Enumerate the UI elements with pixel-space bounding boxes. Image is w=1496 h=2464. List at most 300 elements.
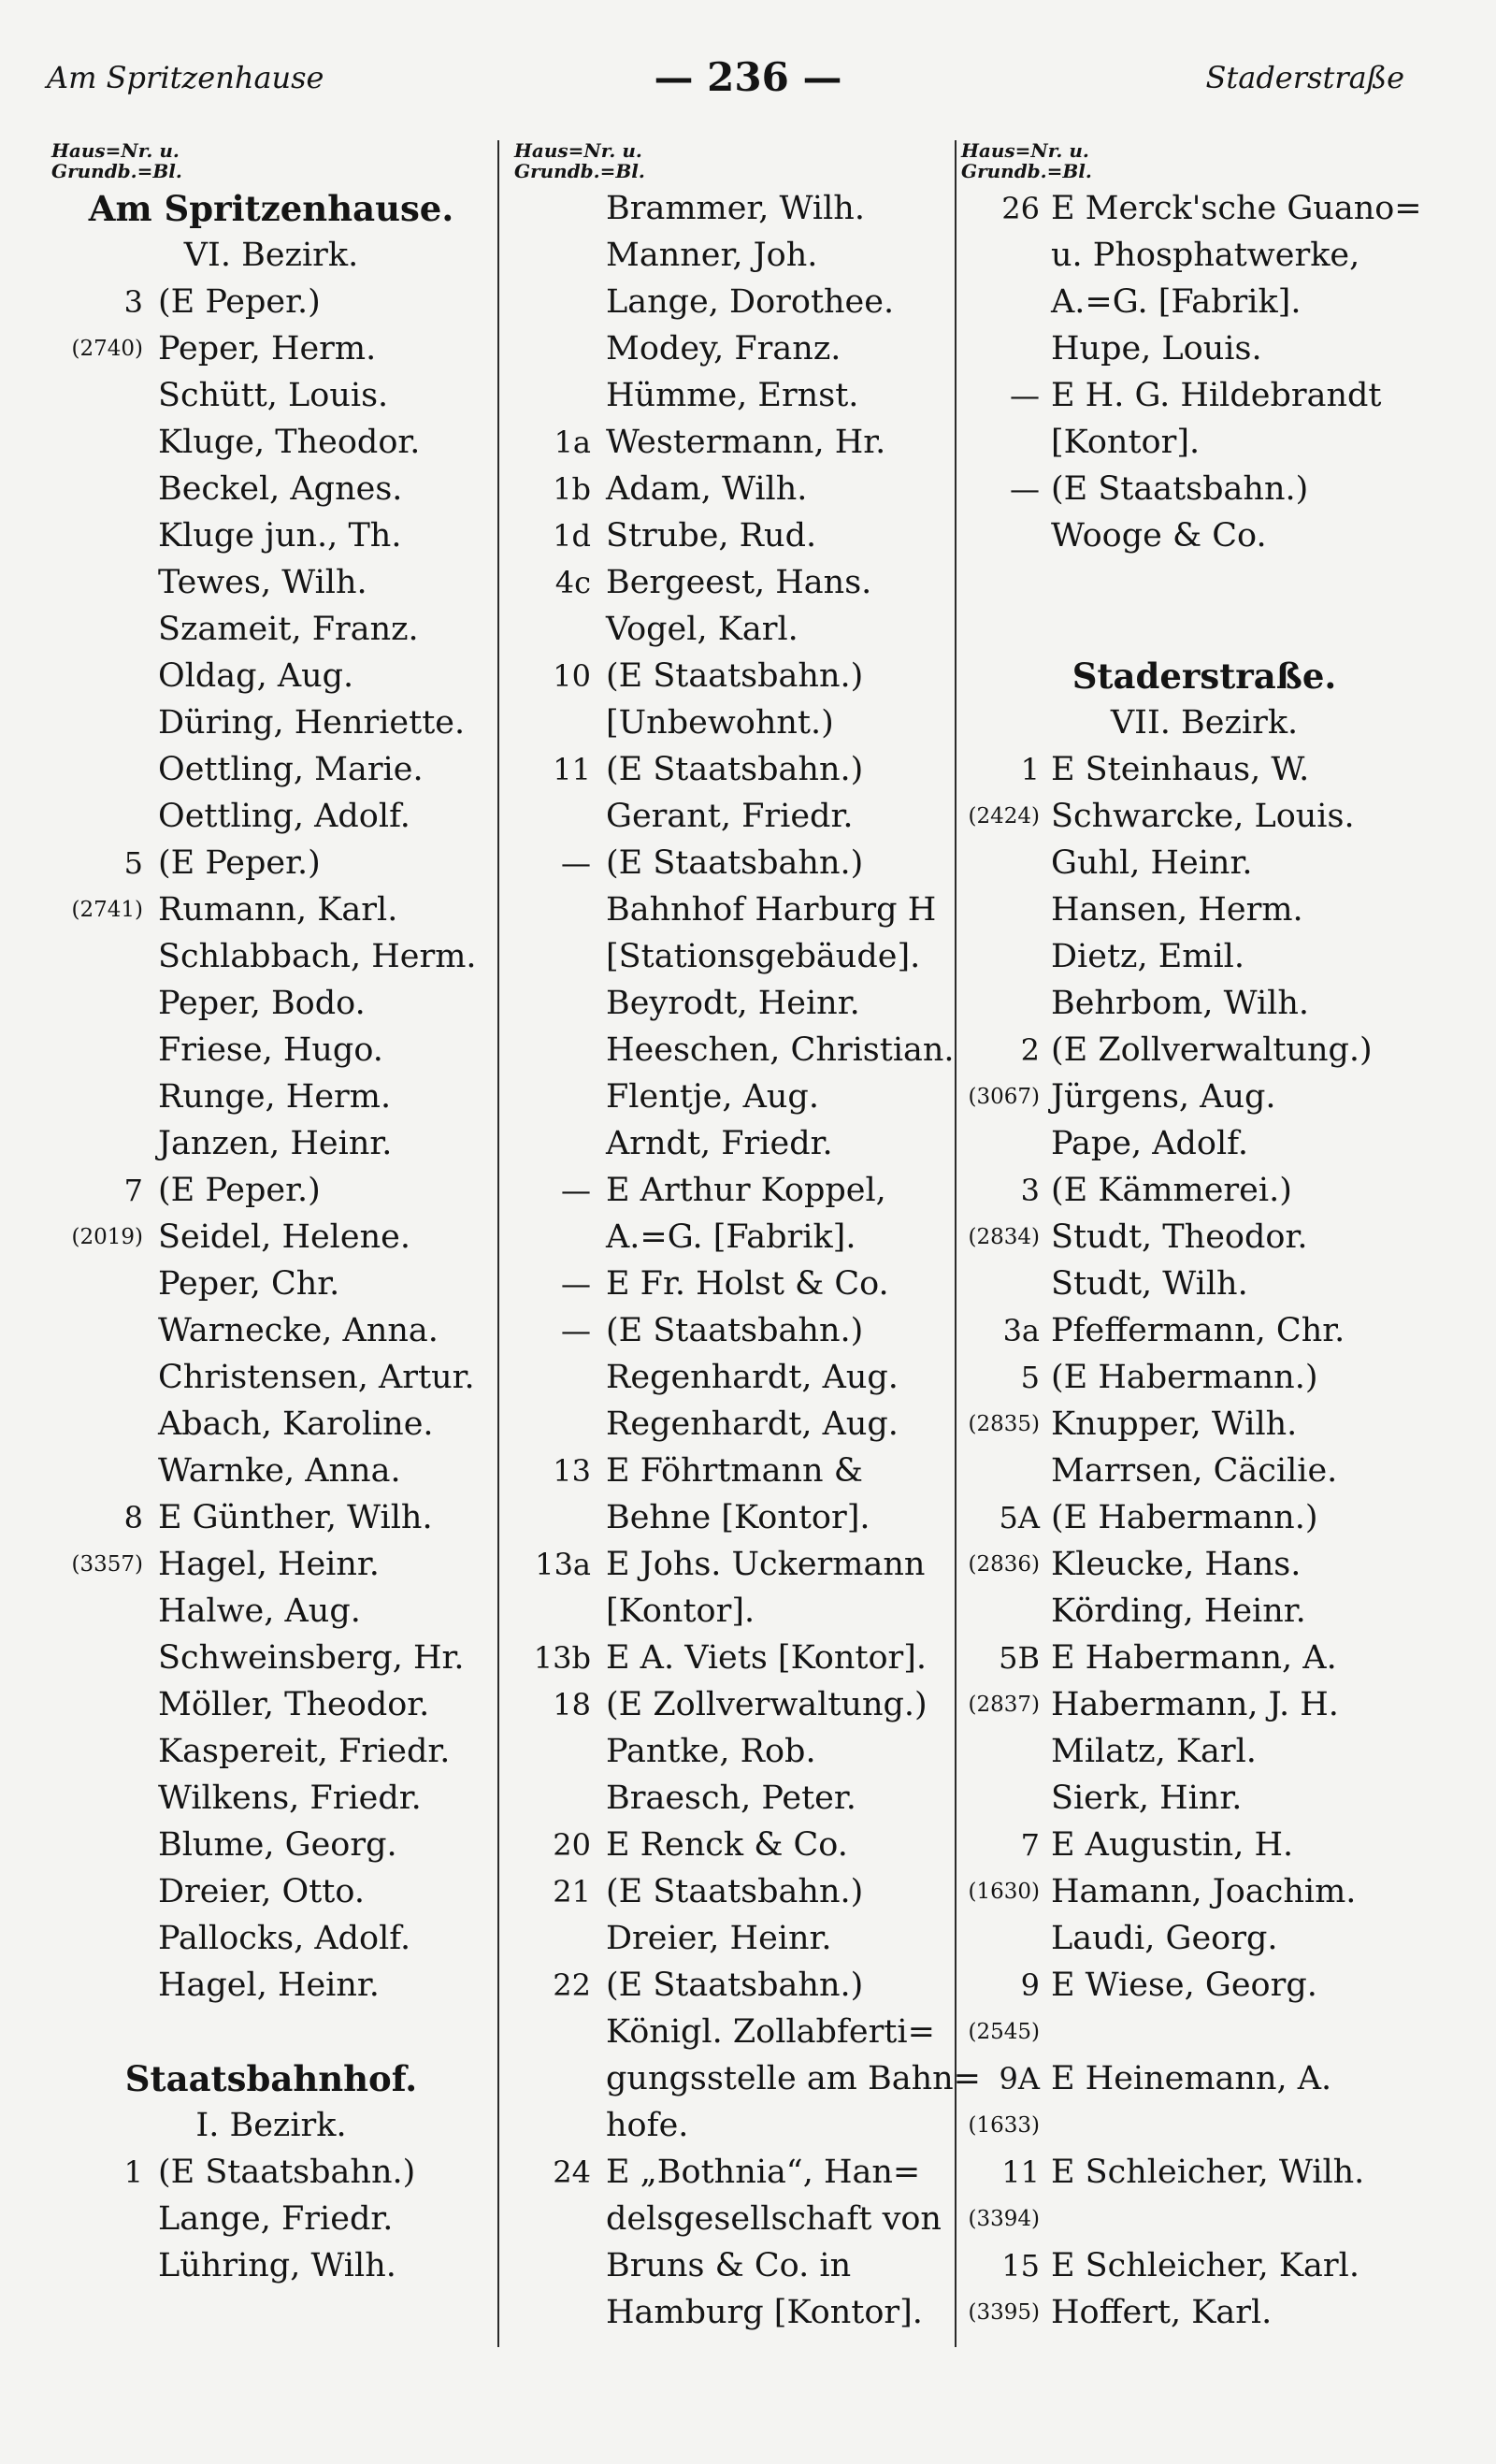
resident-name: Hoffert, Karl.	[1051, 2294, 1273, 2331]
directory-entry	[505, 1073, 965, 1120]
house-number: 5	[1020, 1360, 1040, 1395]
directory-entry	[505, 559, 965, 606]
resident-name: Guhl, Heinr.	[1051, 844, 1253, 882]
column-header-line2: Grundb.=Bl.	[51, 160, 182, 182]
directory-entry	[952, 933, 1457, 980]
resident-name: E Heinemann, A.	[1051, 2060, 1332, 2097]
resident-name: Hagel, Heinr.	[158, 1546, 380, 1583]
directory-entry	[42, 1027, 500, 1073]
house-number: (2836)	[968, 1552, 1040, 1577]
directory-entry	[505, 325, 965, 372]
directory-entry	[42, 1775, 500, 1822]
column-header-line2: Grundb.=Bl.	[961, 160, 1092, 182]
house-number: 3	[1020, 1173, 1040, 1208]
directory-entry	[952, 886, 1457, 933]
directory-entry	[42, 1681, 500, 1728]
resident-name: [Kontor].	[1051, 424, 1201, 461]
resident-name: E „Bothnia“, Han=	[606, 2154, 921, 2191]
street-heading: Am Spritzenhause.	[88, 188, 454, 229]
resident-name: Pfeffermann, Chr.	[1051, 1312, 1345, 1349]
house-number: 1d	[553, 518, 591, 554]
directory-entry	[952, 466, 1457, 512]
directory-entry	[952, 746, 1457, 793]
directory-entry	[42, 279, 500, 325]
house-number: 3a	[1002, 1313, 1040, 1348]
house-number: 5B	[999, 1640, 1040, 1676]
resident-name: (E Zollverwaltung.)	[606, 1686, 928, 1723]
directory-entry	[42, 466, 500, 512]
directory-entry	[952, 2149, 1457, 2196]
resident-name: Pallocks, Adolf.	[158, 1920, 411, 1957]
directory-entry	[952, 1214, 1457, 1261]
house-number: (3395)	[968, 2300, 1040, 2325]
resident-name: Janzen, Heinr.	[158, 1125, 393, 1162]
resident-name: Christensen, Artur.	[158, 1359, 475, 1396]
spacer	[42, 2009, 500, 2055]
directory-entry	[42, 886, 500, 933]
resident-name: (E Peper.)	[158, 283, 321, 321]
resident-name: Warnecke, Anna.	[158, 1312, 439, 1349]
resident-name: [Kontor].	[606, 1592, 755, 1630]
column-header-line1: Haus=Nr. u.	[514, 139, 642, 162]
directory-entry	[42, 1822, 500, 1868]
directory-entry	[42, 1588, 500, 1635]
directory-entry	[42, 559, 500, 606]
resident-name: E Arthur Koppel,	[606, 1172, 886, 1209]
directory-entry	[505, 606, 965, 653]
resident-name: Schütt, Louis.	[158, 377, 389, 414]
resident-name: Lange, Friedr.	[158, 2200, 394, 2238]
resident-name: Vogel, Karl.	[606, 611, 798, 648]
directory-entry	[42, 653, 500, 699]
house-number: —	[561, 845, 591, 881]
resident-name: Hansen, Herm.	[1051, 891, 1303, 929]
directory-entry	[505, 2102, 965, 2149]
house-number: 13a	[535, 1547, 591, 1582]
directory-entry	[505, 793, 965, 840]
column-3	[952, 140, 1457, 2431]
house-number: (2834)	[968, 1225, 1040, 1249]
directory-entry	[42, 1635, 500, 1681]
directory-entry	[505, 1307, 965, 1354]
resident-name: Knupper, Wilh.	[1051, 1405, 1298, 1443]
house-number: —	[1010, 471, 1040, 507]
directory-entry	[42, 1448, 500, 1494]
directory-entry	[952, 1354, 1457, 1401]
resident-name: Kleucke, Hans.	[1051, 1546, 1302, 1583]
resident-name: Beckel, Agnes.	[158, 470, 403, 508]
directory-entry	[952, 1868, 1457, 1915]
resident-name: u. Phosphatwerke,	[1051, 237, 1360, 274]
resident-name: Bahnhof Harburg H	[606, 891, 937, 929]
resident-name: Hupe, Louis.	[1051, 330, 1262, 367]
resident-name: E Augustin, H.	[1051, 1826, 1294, 1864]
resident-name: E Schleicher, Wilh.	[1051, 2154, 1365, 2191]
resident-name: Düring, Henriette.	[158, 704, 466, 742]
directory-entry	[952, 1120, 1457, 1167]
resident-name: (E Zollverwaltung.)	[1051, 1031, 1373, 1069]
directory-entry	[42, 1073, 500, 1120]
spacer	[952, 606, 1457, 653]
resident-name: Milatz, Karl.	[1051, 1733, 1257, 1770]
house-number: —	[561, 1266, 591, 1302]
street-heading: Staatsbahnhof.	[124, 2058, 418, 2099]
directory-entry	[505, 980, 965, 1027]
resident-name: Oettling, Marie.	[158, 751, 424, 788]
directory-entry	[42, 980, 500, 1027]
directory-entry	[42, 372, 500, 419]
column-lines	[952, 185, 1457, 2336]
resident-name: Kluge jun., Th.	[158, 517, 402, 555]
house-number: (2019)	[71, 1225, 143, 1249]
column-header-line1: Haus=Nr. u.	[51, 139, 180, 162]
resident-name: E Merck'sche Guano=	[1051, 190, 1422, 227]
directory-entry	[952, 2009, 1457, 2055]
directory-entry	[952, 2242, 1457, 2289]
resident-name: Dreier, Otto.	[158, 1873, 365, 1910]
resident-name: E Steinhaus, W.	[1051, 751, 1310, 788]
resident-name: Strube, Rud.	[606, 517, 817, 555]
directory-entry	[952, 1448, 1457, 1494]
house-number: 5A	[999, 1500, 1040, 1535]
directory-entry	[952, 1635, 1457, 1681]
column-2	[505, 139, 981, 2431]
directory-entry	[952, 1541, 1457, 1588]
resident-name: Halwe, Aug.	[158, 1592, 361, 1630]
house-number: 11	[1001, 2154, 1040, 2190]
directory-entry	[42, 1401, 500, 1448]
resident-name: Friese, Hugo.	[158, 1031, 383, 1069]
directory-entry	[505, 2242, 965, 2289]
resident-name: (E Staatsbahn.)	[606, 751, 864, 788]
directory-entry	[505, 372, 965, 419]
resident-name: Behne [Kontor].	[606, 1499, 870, 1536]
resident-name: (E Staatsbahn.)	[606, 1967, 864, 2004]
resident-name: Jürgens, Aug.	[1051, 1078, 1276, 1116]
house-number: 9	[1020, 1967, 1040, 2003]
house-number: 22	[553, 1967, 591, 2003]
resident-name: Regenhardt, Aug.	[606, 1359, 899, 1396]
resident-name: Runge, Herm.	[158, 1078, 392, 1116]
house-number: (2837)	[968, 1693, 1040, 1717]
house-number: 7	[1020, 1827, 1040, 1863]
directory-entry	[505, 699, 965, 746]
resident-name: (E Habermann.)	[1051, 1359, 1318, 1396]
directory-entry	[42, 2149, 500, 2196]
directory-entry	[505, 1354, 965, 1401]
resident-name: (E Peper.)	[158, 1172, 321, 1209]
house-number: 1	[1020, 752, 1040, 787]
directory-entry	[42, 1962, 500, 2009]
house-number: 20	[553, 1827, 591, 1863]
resident-name: Peper, Herm.	[158, 330, 377, 367]
resident-name: (E Habermann.)	[1051, 1499, 1318, 1536]
house-number: 5	[123, 845, 143, 881]
house-number: (2424)	[968, 804, 1040, 829]
directory-entry	[42, 419, 500, 466]
resident-name: (E Staatsbahn.)	[606, 1312, 864, 1349]
directory-entry	[42, 1261, 500, 1307]
house-number: —	[1010, 378, 1040, 413]
directory-entry	[42, 1167, 500, 1214]
resident-name: E Schleicher, Karl.	[1051, 2247, 1359, 2284]
resident-name: [Stationsgebäude].	[606, 938, 921, 975]
directory-entry	[505, 1588, 965, 1635]
resident-name: Pantke, Rob.	[606, 1733, 816, 1770]
resident-name: (E Staatsbahn.)	[158, 2154, 416, 2191]
resident-name: Hamann, Joachim.	[1051, 1873, 1357, 1910]
directory-entry	[952, 1728, 1457, 1775]
directory-entry	[952, 1027, 1457, 1073]
directory-entry	[505, 1962, 965, 2009]
resident-name: Peper, Chr.	[158, 1265, 340, 1303]
directory-entry	[505, 1915, 965, 1962]
resident-name: delsgesellschaft von	[606, 2200, 942, 2238]
directory-entry	[952, 372, 1457, 419]
directory-entry	[42, 933, 500, 980]
directory-entry	[505, 466, 965, 512]
house-number: 7	[123, 1173, 143, 1208]
resident-name: Habermann, J. H.	[1051, 1686, 1339, 1723]
directory-entry	[952, 1261, 1457, 1307]
resident-name: Lühring, Wilh.	[158, 2247, 396, 2284]
resident-name: (E Staatsbahn.)	[606, 1873, 864, 1910]
house-number: 24	[553, 2154, 591, 2190]
resident-name: Laudi, Georg.	[1051, 1920, 1278, 1957]
house-number: (3394)	[968, 2207, 1040, 2231]
resident-name: gungsstelle am Bahn=	[606, 2060, 981, 2097]
house-number: 4c	[554, 565, 591, 600]
directory-entry	[505, 2009, 965, 2055]
directory-entry	[952, 793, 1457, 840]
house-number: (1630)	[968, 1880, 1040, 1904]
directory-entry	[952, 419, 1457, 466]
resident-name: Warnke, Anna.	[158, 1452, 401, 1490]
directory-entry	[505, 1541, 965, 1588]
street-heading: Staderstraße.	[1072, 656, 1337, 697]
column-header	[51, 140, 500, 181]
running-head	[0, 54, 1496, 110]
column-header	[961, 140, 1457, 181]
directory-entry	[42, 1541, 500, 1588]
directory-entry	[42, 325, 500, 372]
resident-name: Gerant, Friedr.	[606, 798, 854, 835]
directory-entry	[505, 1214, 965, 1261]
directory-entry	[505, 1775, 965, 1822]
house-number: (3067)	[968, 1085, 1040, 1109]
directory-entry	[505, 1494, 965, 1541]
house-number: 26	[1001, 191, 1040, 226]
directory-entry	[42, 1307, 500, 1354]
resident-name: Flentje, Aug.	[606, 1078, 819, 1116]
resident-name: Tewes, Wilh.	[158, 564, 367, 601]
resident-name: E A. Viets [Kontor].	[606, 1639, 928, 1677]
house-number: 21	[553, 1874, 591, 1909]
directory-entry	[505, 886, 965, 933]
column-header	[514, 140, 965, 181]
resident-name: Abach, Karoline.	[158, 1405, 434, 1443]
resident-name: Braesch, Peter.	[606, 1780, 856, 1817]
resident-name: E Renck & Co.	[606, 1826, 848, 1864]
house-number: 3	[123, 284, 143, 320]
directory-entry	[952, 840, 1457, 886]
directory-entry	[505, 1401, 965, 1448]
house-number: 10	[553, 658, 591, 694]
resident-name: Studt, Theodor.	[1051, 1218, 1308, 1256]
directory-entry	[42, 840, 500, 886]
directory-entry	[952, 2055, 1457, 2102]
directory-entry	[952, 1167, 1457, 1214]
column-1	[42, 140, 500, 2431]
directory-entry	[42, 1494, 500, 1541]
directory-entry	[42, 793, 500, 840]
resident-name: Möller, Theodor.	[158, 1686, 430, 1723]
resident-name: Dreier, Heinr.	[606, 1920, 832, 1957]
resident-name: Szameit, Franz.	[158, 611, 419, 648]
directory-entry	[952, 1822, 1457, 1868]
directory-entry	[505, 419, 965, 466]
resident-name: Modey, Franz.	[606, 330, 842, 367]
resident-name: Behrbom, Wilh.	[1051, 985, 1310, 1022]
resident-name: Körding, Heinr.	[1051, 1592, 1306, 1630]
house-number: 8	[123, 1500, 143, 1535]
district-label: VII. Bezirk.	[1110, 704, 1299, 742]
house-number: (1633)	[968, 2113, 1040, 2138]
directory-entry	[42, 606, 500, 653]
house-number: 15	[1001, 2248, 1040, 2284]
directory-entry	[952, 232, 1457, 279]
resident-name: A.=G. [Fabrik].	[1051, 283, 1302, 321]
directory-entry	[952, 185, 1457, 232]
column-header-line2: Grundb.=Bl.	[514, 160, 645, 182]
resident-name: E Fr. Holst & Co.	[606, 1265, 889, 1303]
directory-entry	[952, 1401, 1457, 1448]
resident-name: Regenhardt, Aug.	[606, 1405, 899, 1443]
directory-entry	[952, 2102, 1457, 2149]
resident-name: E Wiese, Georg.	[1051, 1967, 1317, 2004]
directory-entry	[952, 980, 1457, 1027]
house-number: 9A	[999, 2061, 1040, 2097]
resident-name: Brammer, Wilh.	[606, 190, 865, 227]
resident-name: Studt, Wilh.	[1051, 1265, 1248, 1303]
resident-name: Schweinsberg, Hr.	[158, 1639, 465, 1677]
house-number: (2545)	[968, 2020, 1040, 2044]
house-number: —	[561, 1173, 591, 1208]
directory-entry	[42, 2242, 500, 2289]
resident-name: Lange, Dorothee.	[606, 283, 895, 321]
house-number: 1a	[554, 425, 591, 460]
resident-name: Bergeest, Hans.	[606, 564, 872, 601]
directory-entry	[505, 1822, 965, 1868]
resident-name: Hamburg [Kontor].	[606, 2294, 923, 2331]
directory-entry	[505, 2055, 981, 2102]
resident-name: Schlabbach, Herm.	[158, 938, 477, 975]
resident-name: E Johs. Uckermann	[606, 1546, 926, 1583]
house-number: (3357)	[71, 1552, 143, 1577]
directory-entry	[42, 746, 500, 793]
house-number: 1b	[553, 471, 591, 507]
district-label: VI. Bezirk.	[183, 237, 359, 274]
resident-name: Oettling, Adolf.	[158, 798, 410, 835]
resident-name: E Föhrtmann &	[606, 1452, 863, 1490]
directory-entry	[505, 2196, 965, 2242]
house-number: 2	[1020, 1032, 1040, 1068]
directory-entry	[42, 512, 500, 559]
house-number: 11	[553, 752, 591, 787]
house-number: 13b	[533, 1640, 591, 1676]
resident-name: Kluge, Theodor.	[158, 424, 421, 461]
resident-name: Marrsen, Cäcilie.	[1051, 1452, 1338, 1490]
directory-entry	[505, 1728, 965, 1775]
page-number: — 236 —	[654, 54, 842, 100]
resident-name: Oldag, Aug.	[158, 657, 354, 695]
resident-name: A.=G. [Fabrik].	[606, 1218, 856, 1256]
directory-entry	[505, 653, 965, 699]
resident-name: (E Peper.)	[158, 844, 321, 882]
directory-entry	[42, 1354, 500, 1401]
resident-name: Bruns & Co. in	[606, 2247, 852, 2284]
directory-entry	[505, 512, 965, 559]
directory-entry	[505, 1681, 965, 1728]
district-label: I. Bezirk.	[195, 2107, 347, 2144]
house-number: 1	[123, 2154, 143, 2190]
resident-name: E Günther, Wilh.	[158, 1499, 433, 1536]
directory-entry	[505, 232, 965, 279]
directory-entry	[42, 1868, 500, 1915]
directory-entry	[952, 1588, 1457, 1635]
directory-entry	[42, 1728, 500, 1775]
directory-entry	[505, 1635, 965, 1681]
resident-name: Seidel, Helene.	[158, 1218, 410, 1256]
resident-name: Rumann, Karl.	[158, 891, 398, 929]
directory-entry	[952, 279, 1457, 325]
directory-entry	[505, 933, 965, 980]
directory-entry	[952, 1962, 1457, 2009]
directory-entry	[505, 1448, 965, 1494]
house-number: —	[561, 1313, 591, 1348]
directory-entry	[42, 1120, 500, 1167]
resident-name: Kaspereit, Friedr.	[158, 1733, 451, 1770]
resident-name: Adam, Wilh.	[606, 470, 808, 508]
directory-entry	[505, 840, 965, 886]
resident-name: Königl. Zollabferti=	[606, 2013, 935, 2051]
resident-name: Westermann, Hr.	[606, 424, 886, 461]
resident-name: E H. G. Hildebrandt	[1051, 377, 1382, 414]
resident-name: Beyrodt, Heinr.	[606, 985, 860, 1022]
directory-entry	[952, 1775, 1457, 1822]
resident-name: Hagel, Heinr.	[158, 1967, 380, 2004]
directory-entry	[952, 512, 1457, 559]
resident-name: Peper, Bodo.	[158, 985, 366, 1022]
resident-name: Heeschen, Christian.	[606, 1031, 955, 1069]
resident-name: (E Staatsbahn.)	[606, 657, 864, 695]
resident-name: (E Staatsbahn.)	[606, 844, 864, 882]
directory-entry	[42, 2196, 500, 2242]
directory-entry	[952, 1681, 1457, 1728]
resident-name: E Habermann, A.	[1051, 1639, 1337, 1677]
house-number: (2740)	[71, 337, 143, 361]
directory-entry	[505, 746, 965, 793]
house-number: 18	[553, 1687, 591, 1722]
resident-name: Blume, Georg.	[158, 1826, 397, 1864]
resident-name: (E Kämmerei.)	[1051, 1172, 1292, 1209]
directory-entry	[952, 1307, 1457, 1354]
directory-entry	[505, 2289, 965, 2336]
resident-name: Pape, Adolf.	[1051, 1125, 1248, 1162]
house-number: 13	[553, 1453, 591, 1489]
resident-name: [Unbewohnt.)	[606, 704, 834, 742]
directory-entry	[952, 1915, 1457, 1962]
